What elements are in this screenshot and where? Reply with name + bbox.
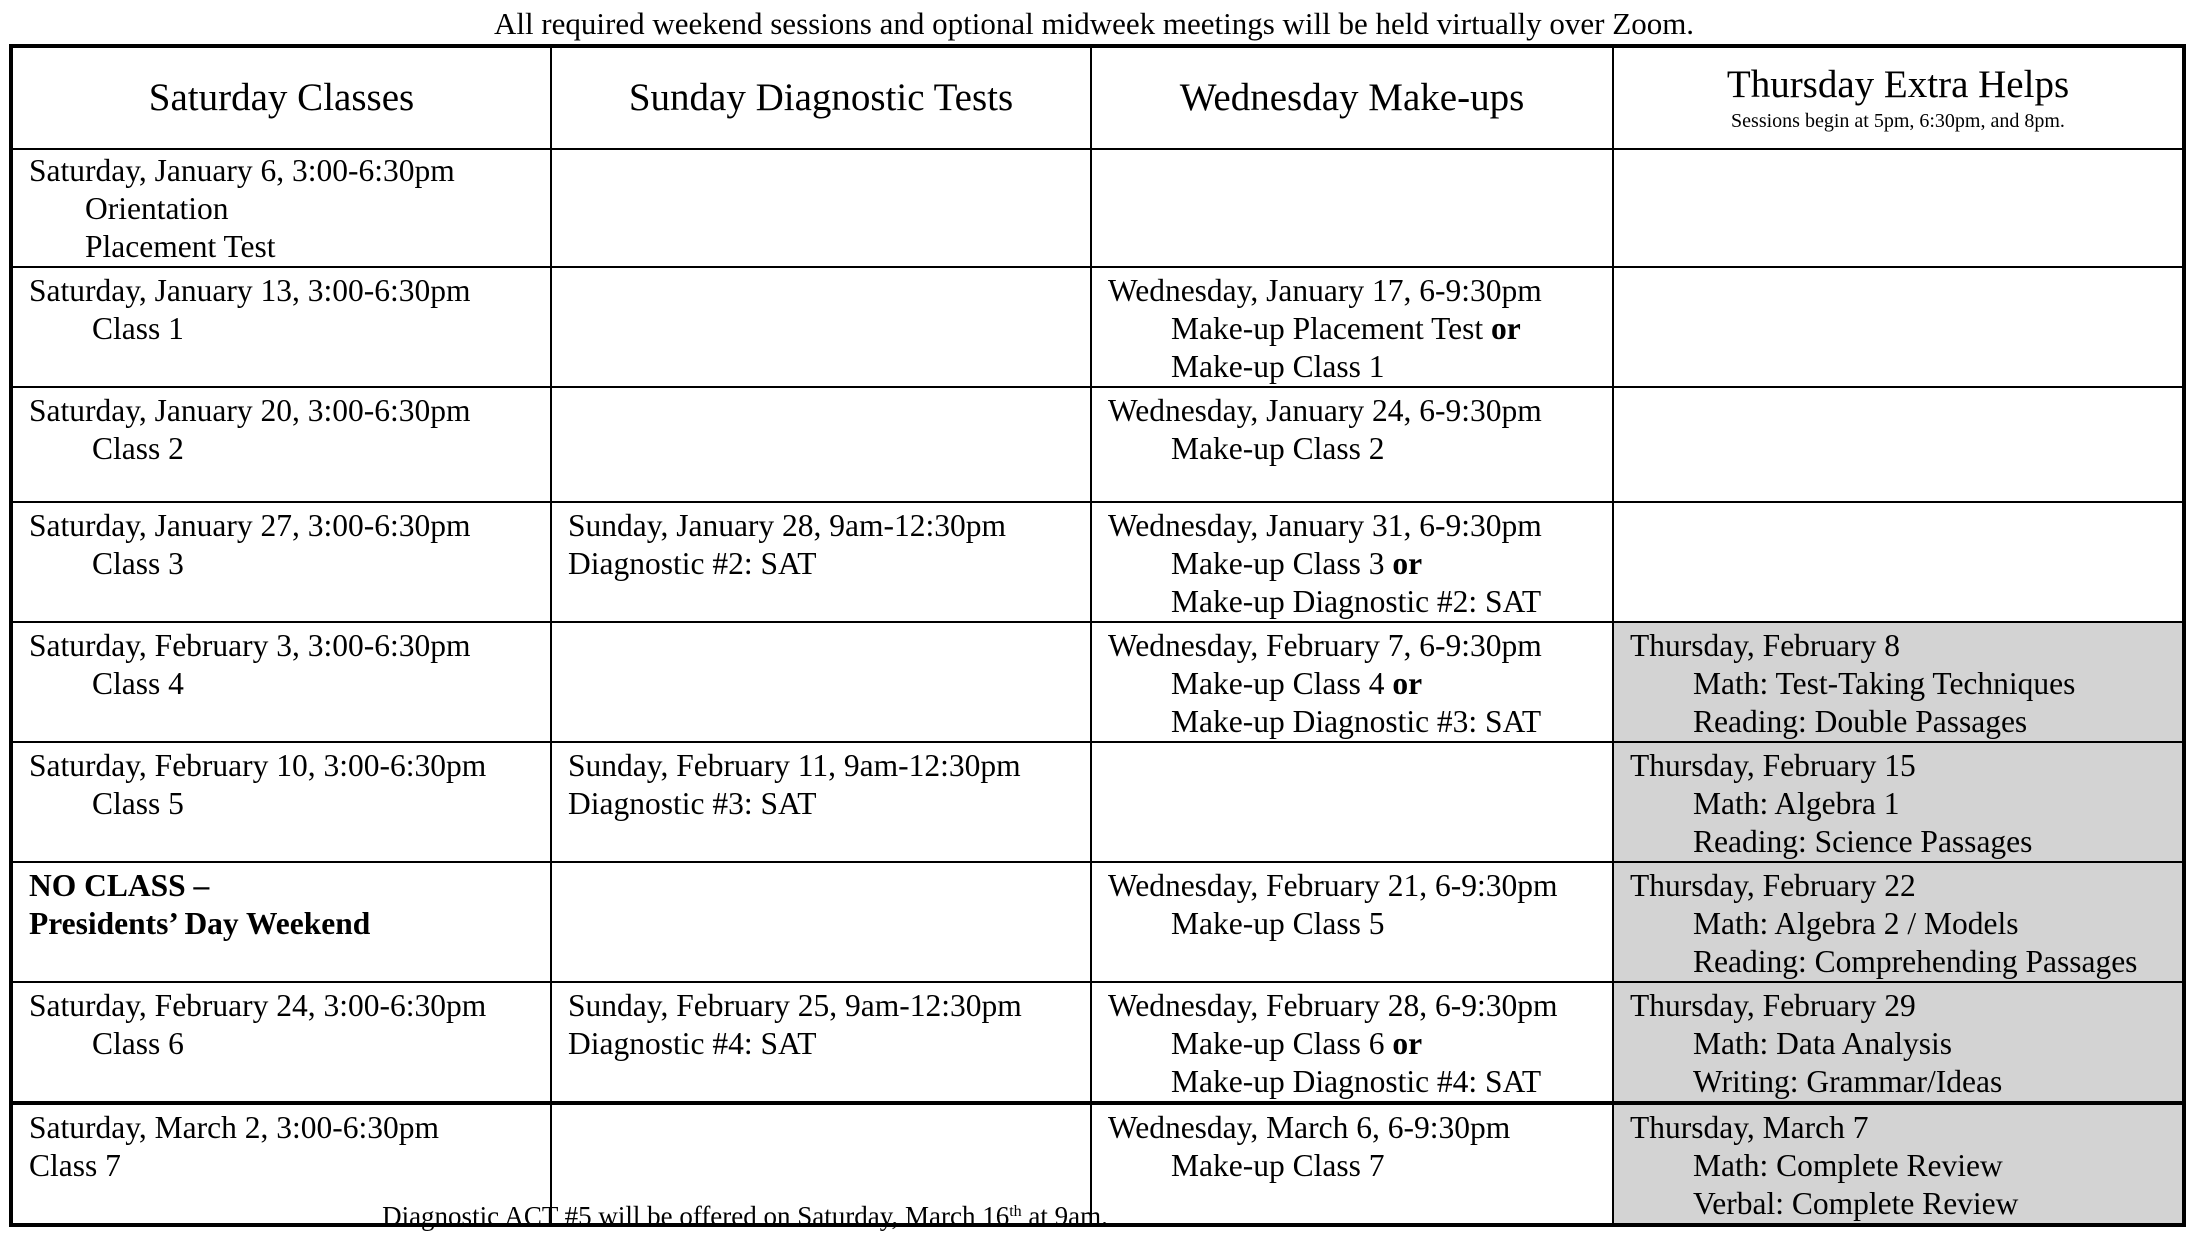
thursday-cell: Thursday, March 7 Math: Complete Review Verbal: Complete Review [1613, 1103, 2184, 1225]
virtual-notice: All required weekend sessions and optional midweek meetings will be held virtually over Zoom. [493, 6, 1695, 41]
table-row [11, 622, 2184, 742]
saturday-cell: Saturday, March 2, 3:00-6:30pm Class 7 [11, 1103, 551, 1225]
sunday-cell: Sunday, February 11, 9am-12:30pm Diagnostic #3: SAT [551, 742, 1091, 862]
thursday-cell [1613, 267, 2184, 387]
header-saturday-classes: Saturday Classes [11, 46, 551, 149]
saturday-cell: Saturday, January 6, 3:00-6:30pm Orientation Placement Test [11, 149, 551, 267]
thursday-cell: Thursday, February 15 Math: Algebra 1 Reading: Science Passages [1613, 742, 2184, 862]
sunday-cell [551, 149, 1091, 267]
table-row [11, 742, 2184, 862]
header-wednesday-makeups: Wednesday Make-ups [1091, 46, 1613, 149]
wednesday-cell: Wednesday, February 7, 6-9:30pm Make-up Class 4 or Make-up Diagnostic #3: SAT [1091, 622, 1613, 742]
wednesday-cell [1091, 742, 1613, 862]
thursday-cell [1613, 149, 2184, 267]
schedule-table [9, 44, 2186, 1227]
saturday-cell: Saturday, February 24, 3:00-6:30pm Class 6 [11, 982, 551, 1103]
table-row [11, 982, 2184, 1103]
thursday-cell: Thursday, February 8 Math: Test-Taking Techniques Reading: Double Passages [1613, 622, 2184, 742]
header-row [11, 46, 2184, 149]
sunday-cell [551, 622, 1091, 742]
wednesday-cell: Wednesday, February 28, 6-9:30pm Make-up Class 6 or Make-up Diagnostic #4: SAT [1091, 982, 1613, 1103]
sunday-cell: Sunday, February 25, 9am-12:30pm Diagnostic #4: SAT [551, 982, 1091, 1103]
thursday-cell: Thursday, February 22 Math: Algebra 2 / Models Reading: Comprehending Passages [1613, 862, 2184, 982]
wednesday-cell: Wednesday, January 31, 6-9:30pm Make-up Class 3 or Make-up Diagnostic #2: SAT [1091, 502, 1613, 622]
saturday-cell: Saturday, February 10, 3:00-6:30pm Class 5 [11, 742, 551, 862]
header-thursday-extra-helps: Thursday Extra Helps Sessions begin at 5pm, 6:30pm, and 8pm. [1613, 46, 2184, 149]
table-row [11, 387, 2184, 502]
saturday-cell: Saturday, January 27, 3:00-6:30pm Class 3 [11, 502, 551, 622]
wednesday-cell: Wednesday, March 6, 6-9:30pm Make-up Class 7 [1091, 1103, 1613, 1225]
thursday-cell [1613, 502, 2184, 622]
header-sunday-diagnostic-tests: Sunday Diagnostic Tests [551, 46, 1091, 149]
sunday-cell [551, 267, 1091, 387]
saturday-cell: Saturday, January 13, 3:00-6:30pm Class 1 [11, 267, 551, 387]
thursday-cell [1613, 387, 2184, 502]
saturday-cell: NO CLASS – Presidents’ Day Weekend [11, 862, 551, 982]
table-row [11, 502, 2184, 622]
table-row [11, 862, 2184, 982]
wednesday-cell [1091, 149, 1613, 267]
sunday-cell [551, 862, 1091, 982]
sunday-cell: Sunday, January 28, 9am-12:30pm Diagnostic #2: SAT [551, 502, 1091, 622]
wednesday-cell: Wednesday, January 17, 6-9:30pm Make-up Placement Test or Make-up Class 1 [1091, 267, 1613, 387]
thursday-cell: Thursday, February 29 Math: Data Analysis Writing: Grammar/Ideas [1613, 982, 2184, 1103]
wednesday-cell: Wednesday, January 24, 6-9:30pm Make-up Class 2 [1091, 387, 1613, 502]
thursday-session-times: Sessions begin at 5pm, 6:30pm, and 8pm. [1731, 110, 2065, 132]
act-diagnostic-note: Diagnostic ACT #5 will be offered on Saturday, March 16th at 9am. [382, 1201, 1108, 1231]
table-row [11, 267, 2184, 387]
sunday-cell [551, 387, 1091, 502]
saturday-cell: Saturday, January 20, 3:00-6:30pm Class 2 [11, 387, 551, 502]
wednesday-cell: Wednesday, February 21, 6-9:30pm Make-up Class 5 [1091, 862, 1613, 982]
table-row [11, 149, 2184, 267]
saturday-cell: Saturday, February 3, 3:00-6:30pm Class 4 [11, 622, 551, 742]
